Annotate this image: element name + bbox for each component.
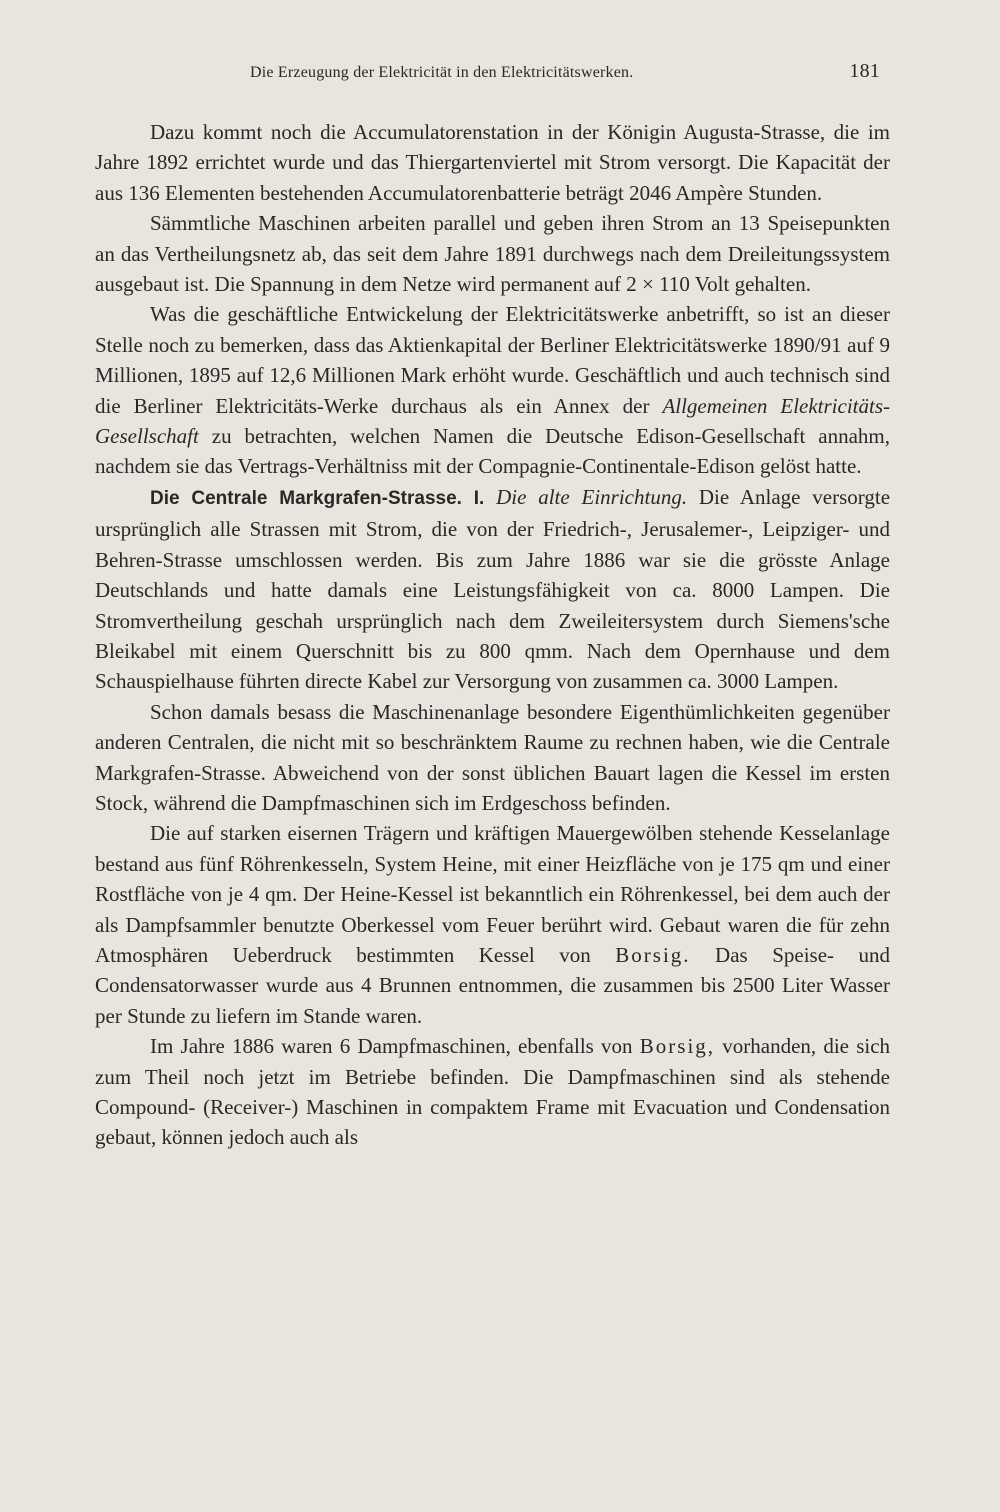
company-name-italic: Allgemeinen Elektricitäts-Gesellschaft <box>95 393 891 449</box>
manufacturer-name: Borsig, <box>639 1034 716 1059</box>
section-paragraph <box>95 482 890 697</box>
page-number: 181 <box>849 60 880 82</box>
paragraph <box>95 299 890 481</box>
paragraph-text: Die auf starken eisernen Trägern und kräftigen Mauergewölben stehende Kesselanlage bestand aus fünf Röhrenkesseln, System Heine, mit einer Heizfläche von je 175 qm und einer Rostfläche von je 4 qm. Der Heine-Kessel ist bekanntlich ein Röhrenkessel, bei dem auch der als Dampfsammler benutzte Oberkessel vom Feuer berührt wird. Gebaut waren die für zehn Atmosphären Ueberdruck bestimmten Kessel von <box>95 821 890 967</box>
paragraph-text: Das Speise- und Condensatorwasser wurde aus 4 Brunnen entnommen, die zusammen bis 2500 Liter Wasser per Stunde zu liefern im Stande waren. <box>95 942 891 1028</box>
paragraph <box>95 697 890 819</box>
paragraph-text: zu betrachten, welchen Namen die Deutsche Edison-Gesellschaft annahm, nachdem sie das Vertrags-Verhältniss mit der Compagnie-Continentale-Edison gelöst hatte. <box>95 424 890 479</box>
paragraph <box>95 1031 890 1153</box>
paragraph-text: Dazu kommt noch die Accumulatorenstation in der Königin Augusta-Strasse, die im Jahre 1892 errichtet wurde und das Thiergartenviertel mit Strom versorgt. Die Kapacität der aus 136 Elementen bestehenden Accumulatorenbatterie beträgt 2046 Ampère Stunden. <box>95 120 890 205</box>
paragraph-text: vorhanden, die sich zum Theil noch jetzt im Betriebe befinden. Die Dampfmaschinen sind als stehende Compound- (Receiver-) Maschinen in compaktem Frame mit Evacuation und Condensation gebaut, können jedoch auch als <box>95 1034 891 1150</box>
paragraph <box>95 818 890 1031</box>
paragraph <box>95 208 890 299</box>
page-body <box>95 117 890 1153</box>
running-title: Die Erzeugung der Elektricität in den Elektricitätswerken. <box>250 64 634 81</box>
paragraph-text: Im Jahre 1886 waren 6 Dampfmaschinen, ebenfalls von <box>150 1034 633 1059</box>
paragraph <box>95 117 890 208</box>
paragraph-text: Sämmtliche Maschinen arbeiten parallel und geben ihren Strom an 13 Speisepunkten an das Vertheilungsnetz ab, das seit dem Jahre 1891 durchwegs nach dem Dreileitungssystem ausgebaut ist. Die Spannung in dem Netze wird permanent auf 2 × 110 Volt gehalten. <box>95 211 890 297</box>
paragraph-text: Die Anlage versorgte ursprünglich alle Strassen mit Strom, die von der Friedrich-, Jerusalemer-, Leipziger- und Behren-Strasse umschlossen werden. Bis zum Jahre 1886 war sie die grösste Anlage Deutschlands und hatte damals eine Leistungsfähigkeit von ca. 8000 Lampen. Die Stromvertheilung geschah ursprünglich nach dem Zweileitersystem durch Siemens'sche Bleikabel mit einem Querschnitt bis zu 800 qmm. Nach dem Opernhause und dem Schauspielhause führten directe Kabel zur Versorgung von zusammen ca. 3000 Lampen. <box>95 484 891 694</box>
paragraph-text: Was die geschäftliche Entwickelung der Elektricitätswerke anbetrifft, so ist an dieser Stelle noch zu bemerken, dass das Aktienkapital der Berliner Elektricitätswerke 1890/91 auf 9 Millionen, 1895 auf 12,6 Millionen Mark erhöht wurde. Geschäftlich und auch technisch sind die Berliner Elektricitäts-Werke durchaus als ein Annex der <box>95 302 890 418</box>
manufacturer-name: Borsig. <box>615 942 691 967</box>
page-header <box>250 60 880 88</box>
paragraph-text: Schon damals besass die Maschinenanlage besondere Eigenthümlichkeiten gegenüber anderen Centralen, die nicht mit so beschränktem Raume zu rechnen haben, wie die Centrale Markgrafen-Strasse. Abweichend von der sonst üblichen Bauart lagen die Kessel im ersten Stock, während die Dampfmaschinen sich im Erdgeschoss befinden. <box>95 699 890 815</box>
subsection-title: Die alte Einrichtung. <box>496 484 688 509</box>
section-number: I. <box>473 487 485 509</box>
section-heading: Die Centrale Markgrafen-Strasse. <box>150 487 462 509</box>
